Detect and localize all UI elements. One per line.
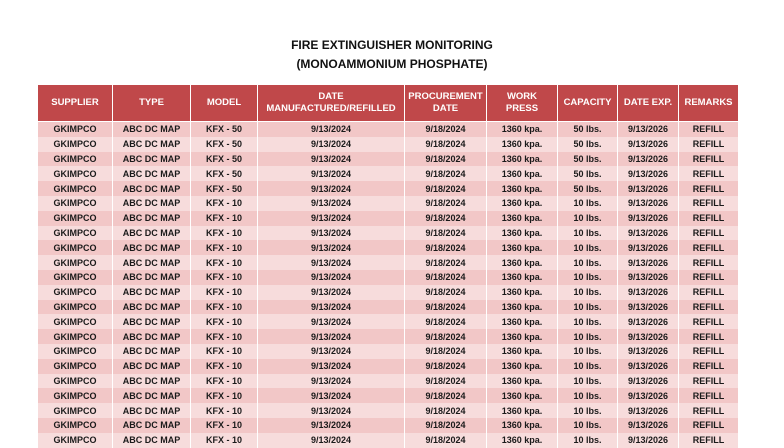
cell-model: KFX - 10 <box>191 314 258 329</box>
cell-date-manufactured: 9/13/2024 <box>258 388 405 403</box>
cell-procurement-date: 9/18/2024 <box>405 329 487 344</box>
cell-supplier: GKIMPCO <box>38 300 113 315</box>
header-date-manufactured-line1: DATE <box>318 91 344 102</box>
cell-type: ABC DC MAP <box>113 359 191 374</box>
cell-date-exp: 9/13/2026 <box>618 433 679 448</box>
cell-work-press: 1360 kpa. <box>487 255 558 270</box>
cell-capacity: 10 lbs. <box>558 418 618 433</box>
table-row <box>38 196 739 211</box>
cell-date-exp: 9/13/2026 <box>618 255 679 270</box>
cell-capacity: 50 lbs. <box>558 122 618 137</box>
cell-procurement-date: 9/18/2024 <box>405 166 487 181</box>
cell-type: ABC DC MAP <box>113 166 191 181</box>
table-row <box>38 344 739 359</box>
cell-capacity: 10 lbs. <box>558 314 618 329</box>
cell-remarks: REFILL <box>679 240 739 255</box>
cell-work-press: 1360 kpa. <box>487 329 558 344</box>
cell-remarks: REFILL <box>679 137 739 152</box>
cell-date-exp: 9/13/2026 <box>618 418 679 433</box>
cell-capacity: 10 lbs. <box>558 344 618 359</box>
cell-work-press: 1360 kpa. <box>487 285 558 300</box>
cell-date-exp: 9/13/2026 <box>618 122 679 137</box>
cell-date-exp: 9/13/2026 <box>618 240 679 255</box>
header-date-exp: DATE EXP. <box>618 85 679 122</box>
cell-date-exp: 9/13/2026 <box>618 329 679 344</box>
cell-procurement-date: 9/18/2024 <box>405 122 487 137</box>
cell-date-manufactured: 9/13/2024 <box>258 418 405 433</box>
cell-remarks: REFILL <box>679 329 739 344</box>
cell-model: KFX - 10 <box>191 359 258 374</box>
cell-date-manufactured: 9/13/2024 <box>258 211 405 226</box>
cell-model: KFX - 10 <box>191 270 258 285</box>
cell-work-press: 1360 kpa. <box>487 137 558 152</box>
cell-work-press: 1360 kpa. <box>487 122 558 137</box>
cell-work-press: 1360 kpa. <box>487 166 558 181</box>
cell-type: ABC DC MAP <box>113 196 191 211</box>
cell-type: ABC DC MAP <box>113 344 191 359</box>
cell-date-exp: 9/13/2026 <box>618 374 679 389</box>
table-row <box>38 152 739 167</box>
cell-procurement-date: 9/18/2024 <box>405 181 487 196</box>
cell-procurement-date: 9/18/2024 <box>405 359 487 374</box>
cell-date-exp: 9/13/2026 <box>618 344 679 359</box>
cell-work-press: 1360 kpa. <box>487 240 558 255</box>
cell-date-exp: 9/13/2026 <box>618 181 679 196</box>
table-row <box>38 285 739 300</box>
table-row <box>38 122 739 137</box>
cell-type: ABC DC MAP <box>113 374 191 389</box>
header-type: TYPE <box>113 85 191 122</box>
header-remarks: REMARKS <box>679 85 739 122</box>
cell-date-manufactured: 9/13/2024 <box>258 403 405 418</box>
cell-remarks: REFILL <box>679 374 739 389</box>
cell-capacity: 50 lbs. <box>558 152 618 167</box>
header-procurement-line2: DATE <box>432 103 459 114</box>
cell-model: KFX - 10 <box>191 300 258 315</box>
cell-date-manufactured: 9/13/2024 <box>258 300 405 315</box>
cell-supplier: GKIMPCO <box>38 240 113 255</box>
document-subtitle: (MONOAMMONIUM PHOSPHATE) <box>296 57 488 71</box>
table-row <box>38 211 739 226</box>
cell-supplier: GKIMPCO <box>38 344 113 359</box>
cell-capacity: 10 lbs. <box>558 300 618 315</box>
cell-supplier: GKIMPCO <box>38 403 113 418</box>
cell-work-press: 1360 kpa. <box>487 374 558 389</box>
cell-capacity: 10 lbs. <box>558 433 618 448</box>
cell-supplier: GKIMPCO <box>38 255 113 270</box>
cell-model: KFX - 10 <box>191 403 258 418</box>
cell-work-press: 1360 kpa. <box>487 433 558 448</box>
cell-remarks: REFILL <box>679 300 739 315</box>
cell-date-exp: 9/13/2026 <box>618 152 679 167</box>
cell-supplier: GKIMPCO <box>38 122 113 137</box>
cell-supplier: GKIMPCO <box>38 196 113 211</box>
cell-capacity: 10 lbs. <box>558 285 618 300</box>
cell-model: KFX - 50 <box>191 181 258 196</box>
cell-remarks: REFILL <box>679 433 739 448</box>
cell-work-press: 1360 kpa. <box>487 300 558 315</box>
cell-procurement-date: 9/18/2024 <box>405 137 487 152</box>
cell-capacity: 10 lbs. <box>558 270 618 285</box>
cell-type: ABC DC MAP <box>113 270 191 285</box>
table-row <box>38 240 739 255</box>
table-row <box>38 226 739 241</box>
cell-work-press: 1360 kpa. <box>487 196 558 211</box>
cell-model: KFX - 50 <box>191 137 258 152</box>
cell-date-manufactured: 9/13/2024 <box>258 196 405 211</box>
cell-date-exp: 9/13/2026 <box>618 285 679 300</box>
cell-date-exp: 9/13/2026 <box>618 137 679 152</box>
cell-capacity: 50 lbs. <box>558 166 618 181</box>
cell-work-press: 1360 kpa. <box>487 359 558 374</box>
cell-type: ABC DC MAP <box>113 388 191 403</box>
cell-date-manufactured: 9/13/2024 <box>258 181 405 196</box>
cell-date-exp: 9/13/2026 <box>618 211 679 226</box>
cell-remarks: REFILL <box>679 418 739 433</box>
cell-date-manufactured: 9/13/2024 <box>258 314 405 329</box>
cell-supplier: GKIMPCO <box>38 329 113 344</box>
cell-date-manufactured: 9/13/2024 <box>258 433 405 448</box>
cell-supplier: GKIMPCO <box>38 181 113 196</box>
cell-work-press: 1360 kpa. <box>487 314 558 329</box>
cell-work-press: 1360 kpa. <box>487 418 558 433</box>
cell-date-manufactured: 9/13/2024 <box>258 344 405 359</box>
cell-work-press: 1360 kpa. <box>487 270 558 285</box>
cell-supplier: GKIMPCO <box>38 270 113 285</box>
cell-type: ABC DC MAP <box>113 255 191 270</box>
cell-type: ABC DC MAP <box>113 418 191 433</box>
cell-supplier: GKIMPCO <box>38 314 113 329</box>
table-row <box>38 359 739 374</box>
table-row <box>38 137 739 152</box>
cell-remarks: REFILL <box>679 403 739 418</box>
cell-date-manufactured: 9/13/2024 <box>258 359 405 374</box>
cell-remarks: REFILL <box>679 152 739 167</box>
cell-model: KFX - 10 <box>191 344 258 359</box>
cell-type: ABC DC MAP <box>113 122 191 137</box>
table-body <box>38 122 739 448</box>
cell-type: ABC DC MAP <box>113 137 191 152</box>
cell-supplier: GKIMPCO <box>38 285 113 300</box>
cell-type: ABC DC MAP <box>113 211 191 226</box>
cell-date-manufactured: 9/13/2024 <box>258 374 405 389</box>
header-capacity: CAPACITY <box>558 85 618 122</box>
cell-type: ABC DC MAP <box>113 314 191 329</box>
cell-remarks: REFILL <box>679 344 739 359</box>
cell-date-exp: 9/13/2026 <box>618 226 679 241</box>
cell-supplier: GKIMPCO <box>38 374 113 389</box>
cell-type: ABC DC MAP <box>113 329 191 344</box>
cell-remarks: REFILL <box>679 211 739 226</box>
cell-work-press: 1360 kpa. <box>487 388 558 403</box>
cell-model: KFX - 50 <box>191 122 258 137</box>
cell-capacity: 10 lbs. <box>558 240 618 255</box>
cell-capacity: 10 lbs. <box>558 196 618 211</box>
header-row <box>38 85 739 122</box>
cell-remarks: REFILL <box>679 122 739 137</box>
cell-date-manufactured: 9/13/2024 <box>258 285 405 300</box>
cell-model: KFX - 10 <box>191 211 258 226</box>
cell-date-manufactured: 9/13/2024 <box>258 137 405 152</box>
table-row <box>38 388 739 403</box>
cell-procurement-date: 9/18/2024 <box>405 300 487 315</box>
cell-remarks: REFILL <box>679 196 739 211</box>
cell-model: KFX - 10 <box>191 240 258 255</box>
cell-model: KFX - 10 <box>191 433 258 448</box>
cell-type: ABC DC MAP <box>113 240 191 255</box>
cell-supplier: GKIMPCO <box>38 152 113 167</box>
header-procurement-date <box>405 85 487 122</box>
cell-model: KFX - 10 <box>191 196 258 211</box>
cell-date-manufactured: 9/13/2024 <box>258 122 405 137</box>
cell-procurement-date: 9/18/2024 <box>405 255 487 270</box>
document-title: FIRE EXTINGUISHER MONITORING <box>291 38 493 52</box>
cell-capacity: 10 lbs. <box>558 211 618 226</box>
header-model: MODEL <box>191 85 258 122</box>
cell-type: ABC DC MAP <box>113 152 191 167</box>
cell-supplier: GKIMPCO <box>38 226 113 241</box>
cell-remarks: REFILL <box>679 181 739 196</box>
cell-supplier: GKIMPCO <box>38 211 113 226</box>
cell-work-press: 1360 kpa. <box>487 181 558 196</box>
cell-date-exp: 9/13/2026 <box>618 270 679 285</box>
cell-capacity: 10 lbs. <box>558 255 618 270</box>
cell-work-press: 1360 kpa. <box>487 152 558 167</box>
cell-supplier: GKIMPCO <box>38 388 113 403</box>
cell-procurement-date: 9/18/2024 <box>405 270 487 285</box>
cell-date-exp: 9/13/2026 <box>618 388 679 403</box>
cell-remarks: REFILL <box>679 270 739 285</box>
table-row <box>38 433 739 448</box>
cell-procurement-date: 9/18/2024 <box>405 403 487 418</box>
cell-remarks: REFILL <box>679 388 739 403</box>
cell-remarks: REFILL <box>679 285 739 300</box>
cell-remarks: REFILL <box>679 255 739 270</box>
cell-type: ABC DC MAP <box>113 285 191 300</box>
cell-remarks: REFILL <box>679 166 739 181</box>
header-supplier: SUPPLIER <box>38 85 113 122</box>
cell-procurement-date: 9/18/2024 <box>405 211 487 226</box>
cell-date-manufactured: 9/13/2024 <box>258 240 405 255</box>
table-row <box>38 300 739 315</box>
cell-procurement-date: 9/18/2024 <box>405 196 487 211</box>
cell-supplier: GKIMPCO <box>38 359 113 374</box>
cell-capacity: 10 lbs. <box>558 374 618 389</box>
header-date-manufactured-line2: MANUFACTURED/REFILLED <box>266 103 396 114</box>
cell-date-exp: 9/13/2026 <box>618 196 679 211</box>
cell-procurement-date: 9/18/2024 <box>405 152 487 167</box>
cell-date-exp: 9/13/2026 <box>618 314 679 329</box>
cell-procurement-date: 9/18/2024 <box>405 226 487 241</box>
cell-date-exp: 9/13/2026 <box>618 403 679 418</box>
cell-supplier: GKIMPCO <box>38 137 113 152</box>
cell-capacity: 10 lbs. <box>558 359 618 374</box>
header-work-press-line2: PRESS <box>505 103 539 114</box>
cell-remarks: REFILL <box>679 226 739 241</box>
table-row <box>38 314 739 329</box>
cell-supplier: GKIMPCO <box>38 418 113 433</box>
cell-procurement-date: 9/18/2024 <box>405 433 487 448</box>
cell-model: KFX - 50 <box>191 152 258 167</box>
cell-model: KFX - 50 <box>191 166 258 181</box>
cell-work-press: 1360 kpa. <box>487 226 558 241</box>
monitoring-table <box>37 84 739 448</box>
cell-work-press: 1360 kpa. <box>487 211 558 226</box>
cell-remarks: REFILL <box>679 314 739 329</box>
cell-procurement-date: 9/18/2024 <box>405 344 487 359</box>
cell-capacity: 50 lbs. <box>558 181 618 196</box>
cell-model: KFX - 10 <box>191 329 258 344</box>
cell-type: ABC DC MAP <box>113 433 191 448</box>
cell-capacity: 10 lbs. <box>558 226 618 241</box>
header-date-manufactured <box>258 85 405 122</box>
table-row <box>38 374 739 389</box>
table-row <box>38 329 739 344</box>
cell-type: ABC DC MAP <box>113 181 191 196</box>
cell-procurement-date: 9/18/2024 <box>405 374 487 389</box>
cell-work-press: 1360 kpa. <box>487 403 558 418</box>
cell-procurement-date: 9/18/2024 <box>405 418 487 433</box>
cell-type: ABC DC MAP <box>113 300 191 315</box>
cell-procurement-date: 9/18/2024 <box>405 388 487 403</box>
cell-model: KFX - 10 <box>191 418 258 433</box>
table-row <box>38 166 739 181</box>
cell-model: KFX - 10 <box>191 374 258 389</box>
cell-work-press: 1360 kpa. <box>487 344 558 359</box>
cell-model: KFX - 10 <box>191 285 258 300</box>
table-row <box>38 270 739 285</box>
cell-capacity: 10 lbs. <box>558 329 618 344</box>
cell-date-exp: 9/13/2026 <box>618 166 679 181</box>
cell-supplier: GKIMPCO <box>38 433 113 448</box>
header-procurement-line1: PROCUREMENT <box>408 91 483 102</box>
cell-date-manufactured: 9/13/2024 <box>258 255 405 270</box>
cell-capacity: 10 lbs. <box>558 403 618 418</box>
cell-procurement-date: 9/18/2024 <box>405 240 487 255</box>
cell-model: KFX - 10 <box>191 388 258 403</box>
header-work-press <box>487 85 558 122</box>
cell-type: ABC DC MAP <box>113 403 191 418</box>
table-row <box>38 418 739 433</box>
cell-supplier: GKIMPCO <box>38 166 113 181</box>
cell-remarks: REFILL <box>679 359 739 374</box>
table-row <box>38 181 739 196</box>
cell-model: KFX - 10 <box>191 255 258 270</box>
cell-capacity: 50 lbs. <box>558 137 618 152</box>
cell-date-manufactured: 9/13/2024 <box>258 166 405 181</box>
cell-procurement-date: 9/18/2024 <box>405 285 487 300</box>
cell-type: ABC DC MAP <box>113 226 191 241</box>
cell-date-manufactured: 9/13/2024 <box>258 270 405 285</box>
cell-date-exp: 9/13/2026 <box>618 359 679 374</box>
header-work-press-line1: WORK <box>506 91 538 102</box>
cell-capacity: 10 lbs. <box>558 388 618 403</box>
cell-date-manufactured: 9/13/2024 <box>258 329 405 344</box>
cell-model: KFX - 10 <box>191 226 258 241</box>
cell-date-exp: 9/13/2026 <box>618 300 679 315</box>
cell-procurement-date: 9/18/2024 <box>405 314 487 329</box>
table-row <box>38 403 739 418</box>
cell-date-manufactured: 9/13/2024 <box>258 152 405 167</box>
table-row <box>38 255 739 270</box>
cell-date-manufactured: 9/13/2024 <box>258 226 405 241</box>
